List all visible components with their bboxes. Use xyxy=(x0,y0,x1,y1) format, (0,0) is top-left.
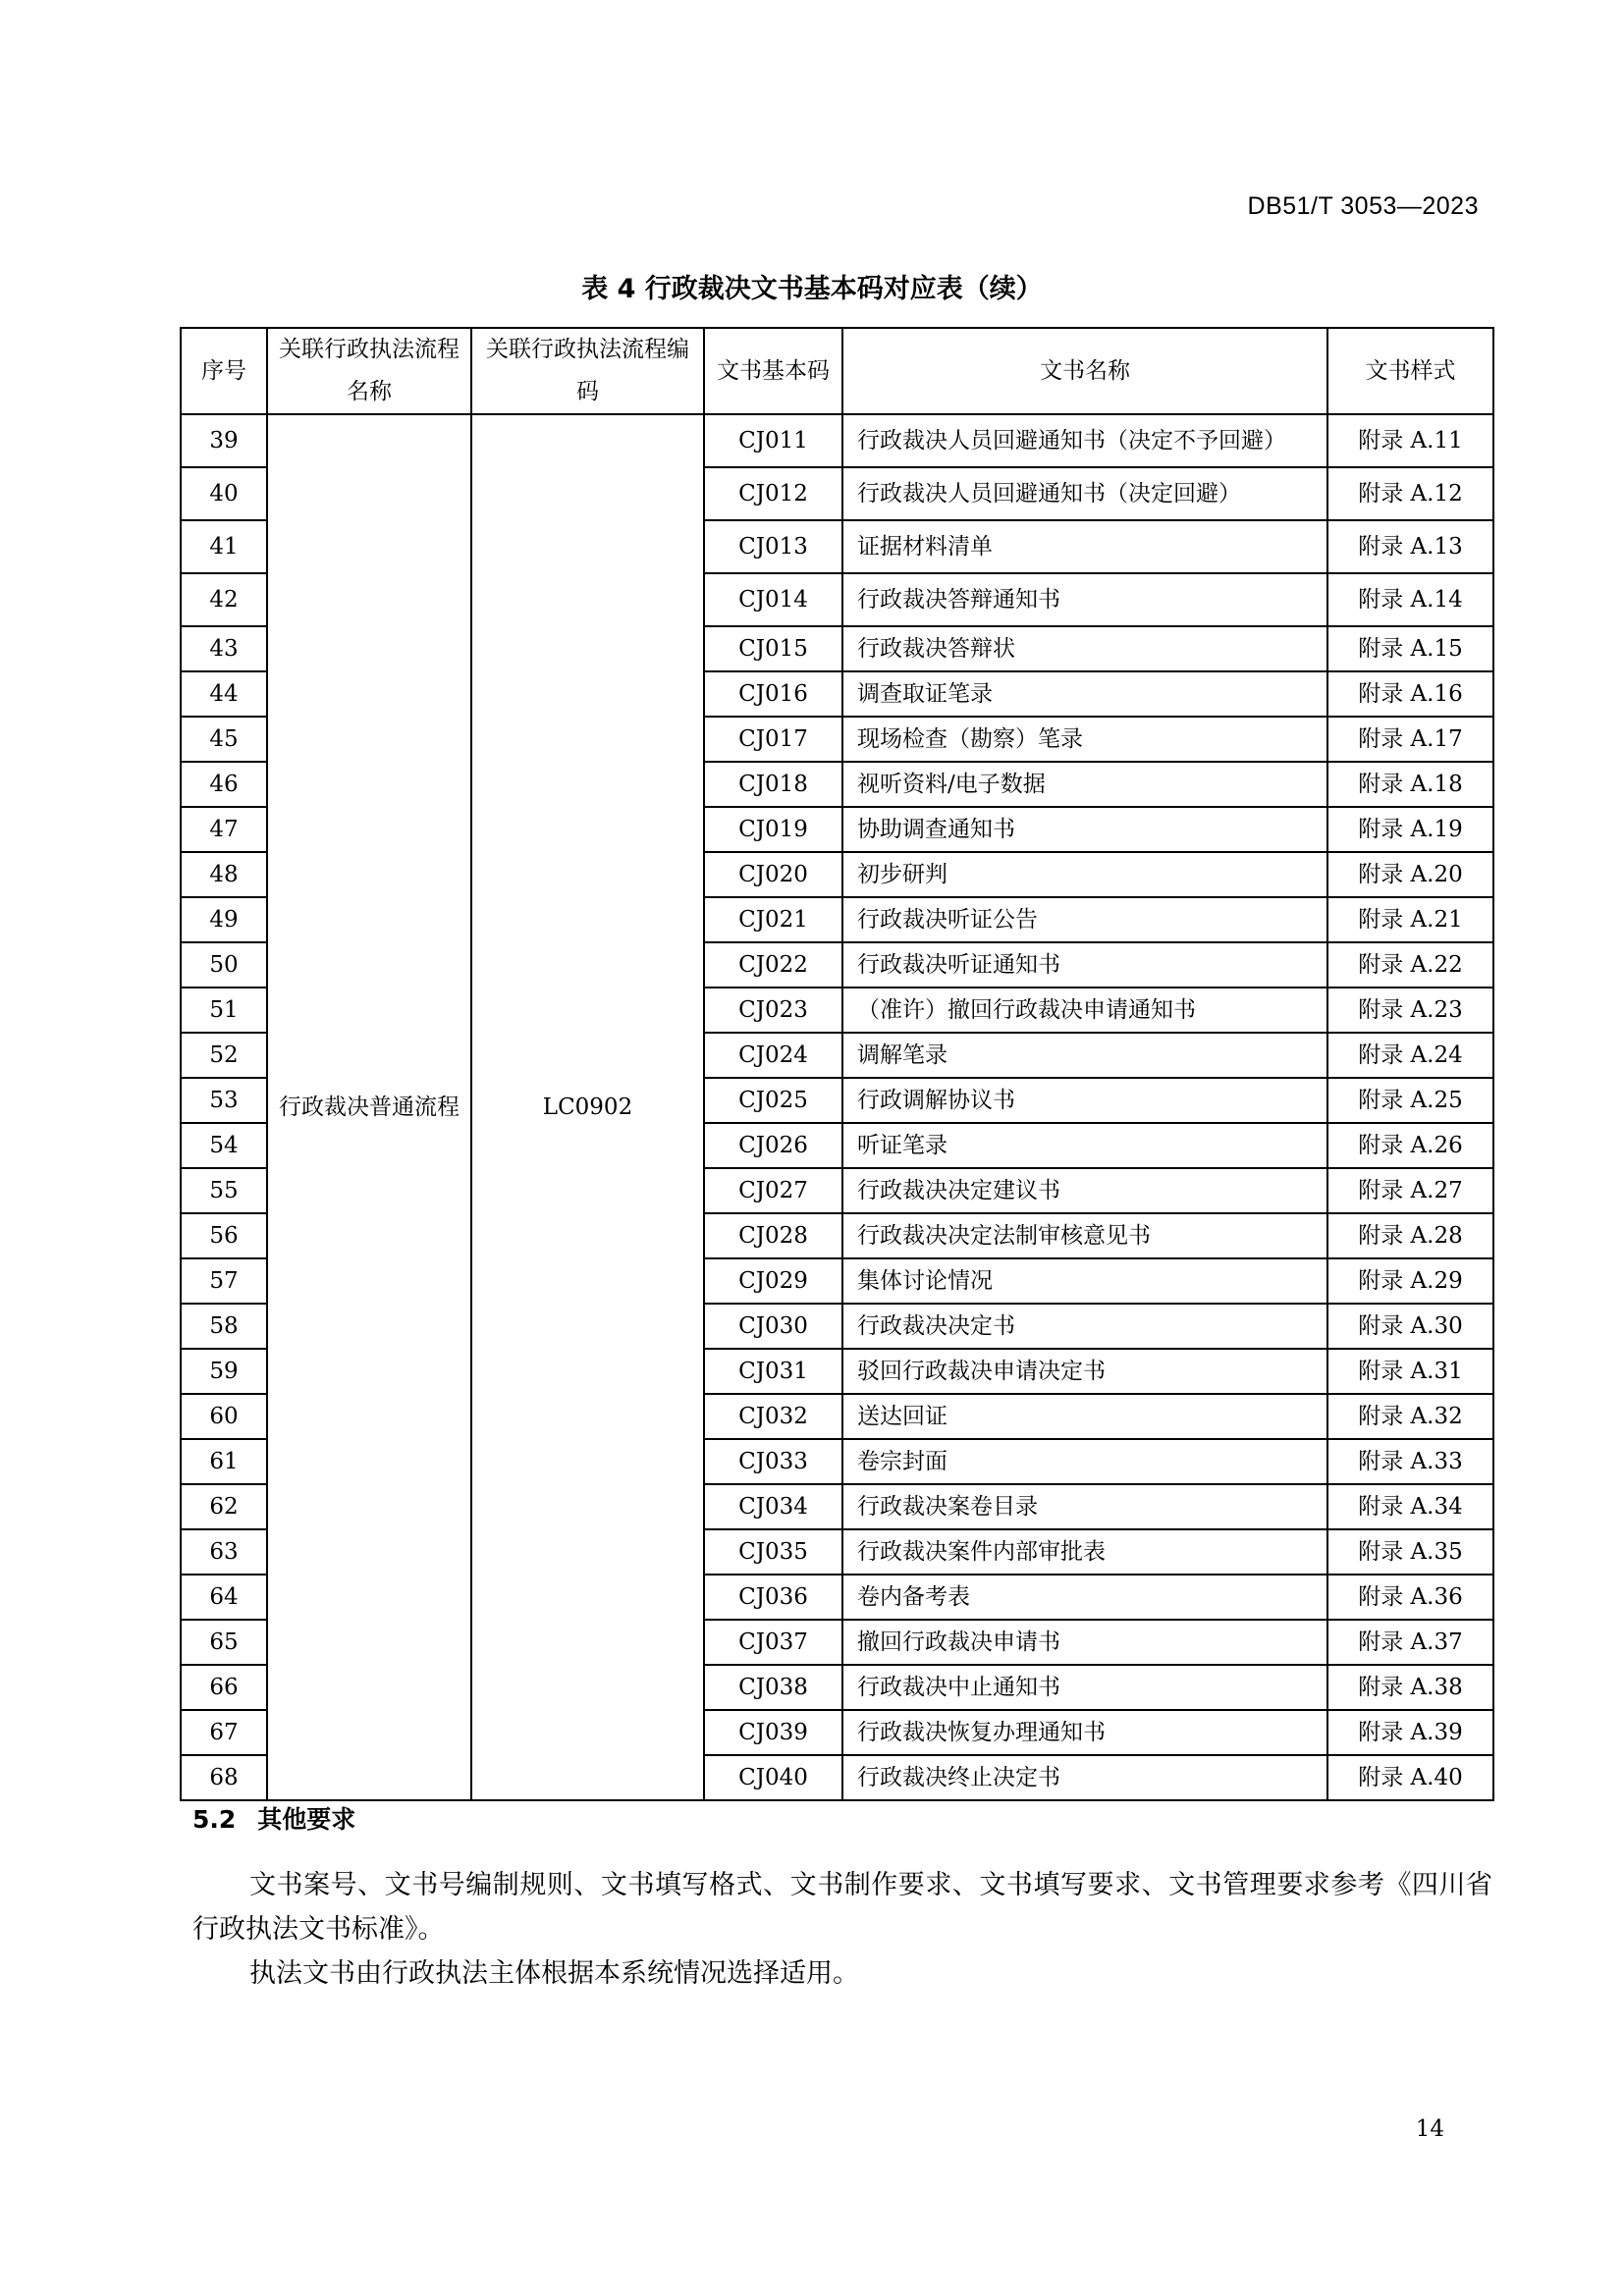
process-name-cell: 行政裁决普通流程 xyxy=(267,414,471,1800)
document-style-cell: 附录 A.32 xyxy=(1327,1394,1493,1439)
basic-code-cell: CJ015 xyxy=(704,626,842,671)
document-name-cell: 协助调查通知书 xyxy=(842,807,1327,852)
document-style-cell: 附录 A.29 xyxy=(1327,1258,1493,1304)
basic-code-cell: CJ020 xyxy=(704,852,842,897)
basic-code-cell: CJ040 xyxy=(704,1755,842,1800)
serial-number-cell: 39 xyxy=(181,414,267,467)
document-name-cell: 证据材料清单 xyxy=(842,520,1327,573)
basic-code-cell: CJ019 xyxy=(704,807,842,852)
basic-code-cell: CJ039 xyxy=(704,1710,842,1755)
header-process-name: 关联行政执法流程名称 xyxy=(267,328,471,414)
document-name-cell: 听证笔录 xyxy=(842,1123,1327,1168)
basic-code-cell: CJ025 xyxy=(704,1078,842,1123)
serial-number-cell: 51 xyxy=(181,988,267,1033)
serial-number-cell: 42 xyxy=(181,573,267,626)
serial-number-cell: 67 xyxy=(181,1710,267,1755)
document-style-cell: 附录 A.39 xyxy=(1327,1710,1493,1755)
page-number: 14 xyxy=(1415,2116,1444,2142)
serial-number-cell: 53 xyxy=(181,1078,267,1123)
header-document-style: 文书样式 xyxy=(1327,328,1493,414)
serial-number-cell: 45 xyxy=(181,717,267,762)
document-style-cell: 附录 A.15 xyxy=(1327,626,1493,671)
document-style-cell: 附录 A.13 xyxy=(1327,520,1493,573)
document-style-cell: 附录 A.31 xyxy=(1327,1349,1493,1394)
document-name-cell: 送达回证 xyxy=(842,1394,1327,1439)
document-name-cell: 撤回行政裁决申请书 xyxy=(842,1620,1327,1665)
serial-number-cell: 41 xyxy=(181,520,267,573)
basic-code-cell: CJ038 xyxy=(704,1665,842,1710)
serial-number-cell: 48 xyxy=(181,852,267,897)
document-name-cell: 行政裁决决定书 xyxy=(842,1304,1327,1349)
document-style-cell: 附录 A.33 xyxy=(1327,1439,1493,1484)
document-style-cell: 附录 A.16 xyxy=(1327,671,1493,717)
section-title: 其他要求 xyxy=(257,1805,356,1834)
document-name-cell: 调查取证笔录 xyxy=(842,671,1327,717)
basic-code-cell: CJ014 xyxy=(704,573,842,626)
serial-number-cell: 47 xyxy=(181,807,267,852)
table-title: 表 4 行政裁决文书基本码对应表（续） xyxy=(581,274,1043,304)
serial-number-cell: 63 xyxy=(181,1529,267,1575)
serial-number-cell: 65 xyxy=(181,1620,267,1665)
document-name-cell: 行政裁决案卷目录 xyxy=(842,1484,1327,1529)
document-style-cell: 附录 A.12 xyxy=(1327,467,1493,520)
serial-number-cell: 59 xyxy=(181,1349,267,1394)
header-document-name: 文书名称 xyxy=(842,328,1327,414)
document-style-cell: 附录 A.23 xyxy=(1327,988,1493,1033)
serial-number-cell: 43 xyxy=(181,626,267,671)
document-style-cell: 附录 A.35 xyxy=(1327,1529,1493,1575)
paragraph: 执法文书由行政执法主体根据本系统情况选择适用。 xyxy=(249,1958,859,1989)
document-style-cell: 附录 A.34 xyxy=(1327,1484,1493,1529)
serial-number-cell: 62 xyxy=(181,1484,267,1529)
header-process-code: 关联行政执法流程编码 xyxy=(471,328,704,414)
basic-code-cell: CJ024 xyxy=(704,1033,842,1078)
section-heading xyxy=(192,1800,355,1836)
document-style-cell: 附录 A.25 xyxy=(1327,1078,1493,1123)
document-name-cell: 行政调解协议书 xyxy=(842,1078,1327,1123)
serial-number-cell: 50 xyxy=(181,942,267,988)
basic-code-cell: CJ029 xyxy=(704,1258,842,1304)
document-name-cell: 初步研判 xyxy=(842,852,1327,897)
document-code-table xyxy=(180,327,1494,1801)
document-name-cell: （准许）撤回行政裁决申请通知书 xyxy=(842,988,1327,1033)
basic-code-cell: CJ028 xyxy=(704,1213,842,1258)
basic-code-cell: CJ034 xyxy=(704,1484,842,1529)
basic-code-cell: CJ017 xyxy=(704,717,842,762)
basic-code-cell: CJ013 xyxy=(704,520,842,573)
basic-code-cell: CJ031 xyxy=(704,1349,842,1394)
document-style-cell: 附录 A.26 xyxy=(1327,1123,1493,1168)
document-style-cell: 附录 A.38 xyxy=(1327,1665,1493,1710)
document-name-cell: 行政裁决恢复办理通知书 xyxy=(842,1710,1327,1755)
serial-number-cell: 58 xyxy=(181,1304,267,1349)
document-name-cell: 行政裁决决定建议书 xyxy=(842,1168,1327,1213)
serial-number-cell: 60 xyxy=(181,1394,267,1439)
paragraph: 文书案号、文书号编制规则、文书填写格式、文书制作要求、文书填写要求、文书管理要求参考《四川省行政执法文书标准》。 xyxy=(192,1870,1492,1945)
document-name-cell: 集体讨论情况 xyxy=(842,1258,1327,1304)
document-style-cell: 附录 A.30 xyxy=(1327,1304,1493,1349)
document-name-cell: 行政裁决听证公告 xyxy=(842,897,1327,942)
document-name-cell: 行政裁决听证通知书 xyxy=(842,942,1327,988)
basic-code-cell: CJ023 xyxy=(704,988,842,1033)
document-style-cell: 附录 A.24 xyxy=(1327,1033,1493,1078)
serial-number-cell: 46 xyxy=(181,762,267,807)
table-body xyxy=(181,414,1493,1800)
document-name-cell: 行政裁决决定法制审核意见书 xyxy=(842,1213,1327,1258)
serial-number-cell: 64 xyxy=(181,1575,267,1620)
document-style-cell: 附录 A.19 xyxy=(1327,807,1493,852)
header-basic-code: 文书基本码 xyxy=(704,328,842,414)
document-style-cell: 附录 A.20 xyxy=(1327,852,1493,897)
basic-code-cell: CJ011 xyxy=(704,414,842,467)
document-style-cell: 附录 A.28 xyxy=(1327,1213,1493,1258)
basic-code-cell: CJ022 xyxy=(704,942,842,988)
document-style-cell: 附录 A.14 xyxy=(1327,573,1493,626)
basic-code-cell: CJ016 xyxy=(704,671,842,717)
document-name-cell: 行政裁决中止通知书 xyxy=(842,1665,1327,1710)
document-style-cell: 附录 A.18 xyxy=(1327,762,1493,807)
section-number: 5.2 xyxy=(192,1805,237,1834)
document-name-cell: 卷宗封面 xyxy=(842,1439,1327,1484)
document-name-cell: 现场检查（勘察）笔录 xyxy=(842,717,1327,762)
document-style-cell: 附录 A.37 xyxy=(1327,1620,1493,1665)
serial-number-cell: 49 xyxy=(181,897,267,942)
serial-number-cell: 52 xyxy=(181,1033,267,1078)
header-serial: 序号 xyxy=(181,328,267,414)
document-name-cell: 行政裁决人员回避通知书（决定不予回避） xyxy=(842,414,1327,467)
document-style-cell: 附录 A.21 xyxy=(1327,897,1493,942)
document-style-cell: 附录 A.22 xyxy=(1327,942,1493,988)
document-name-cell: 卷内备考表 xyxy=(842,1575,1327,1620)
serial-number-cell: 68 xyxy=(181,1755,267,1800)
serial-number-cell: 56 xyxy=(181,1213,267,1258)
table-header-row xyxy=(181,328,1493,414)
basic-code-cell: CJ035 xyxy=(704,1529,842,1575)
basic-code-cell: CJ026 xyxy=(704,1123,842,1168)
document-style-cell: 附录 A.27 xyxy=(1327,1168,1493,1213)
serial-number-cell: 40 xyxy=(181,467,267,520)
serial-number-cell: 57 xyxy=(181,1258,267,1304)
basic-code-cell: CJ033 xyxy=(704,1439,842,1484)
table-row xyxy=(181,414,1493,467)
document-name-cell: 行政裁决答辩通知书 xyxy=(842,573,1327,626)
basic-code-cell: CJ027 xyxy=(704,1168,842,1213)
document-code: DB51/T 3053—2023 xyxy=(1247,192,1479,220)
basic-code-cell: CJ012 xyxy=(704,467,842,520)
document-name-cell: 视听资料/电子数据 xyxy=(842,762,1327,807)
basic-code-cell: CJ036 xyxy=(704,1575,842,1620)
basic-code-cell: CJ032 xyxy=(704,1394,842,1439)
serial-number-cell: 54 xyxy=(181,1123,267,1168)
document-style-cell: 附录 A.11 xyxy=(1327,414,1493,467)
basic-code-cell: CJ021 xyxy=(704,897,842,942)
basic-code-cell: CJ018 xyxy=(704,762,842,807)
serial-number-cell: 55 xyxy=(181,1168,267,1213)
document-name-cell: 行政裁决答辩状 xyxy=(842,626,1327,671)
document-style-cell: 附录 A.40 xyxy=(1327,1755,1493,1800)
basic-code-cell: CJ037 xyxy=(704,1620,842,1665)
serial-number-cell: 61 xyxy=(181,1439,267,1484)
basic-code-cell: CJ030 xyxy=(704,1304,842,1349)
document-name-cell: 行政裁决终止决定书 xyxy=(842,1755,1327,1800)
document-name-cell: 调解笔录 xyxy=(842,1033,1327,1078)
document-name-cell: 行政裁决人员回避通知书（决定回避） xyxy=(842,467,1327,520)
process-code-cell: LC0902 xyxy=(471,414,704,1800)
serial-number-cell: 44 xyxy=(181,671,267,717)
document-style-cell: 附录 A.17 xyxy=(1327,717,1493,762)
serial-number-cell: 66 xyxy=(181,1665,267,1710)
document-style-cell: 附录 A.36 xyxy=(1327,1575,1493,1620)
document-name-cell: 行政裁决案件内部审批表 xyxy=(842,1529,1327,1575)
document-name-cell: 驳回行政裁决申请决定书 xyxy=(842,1349,1327,1394)
